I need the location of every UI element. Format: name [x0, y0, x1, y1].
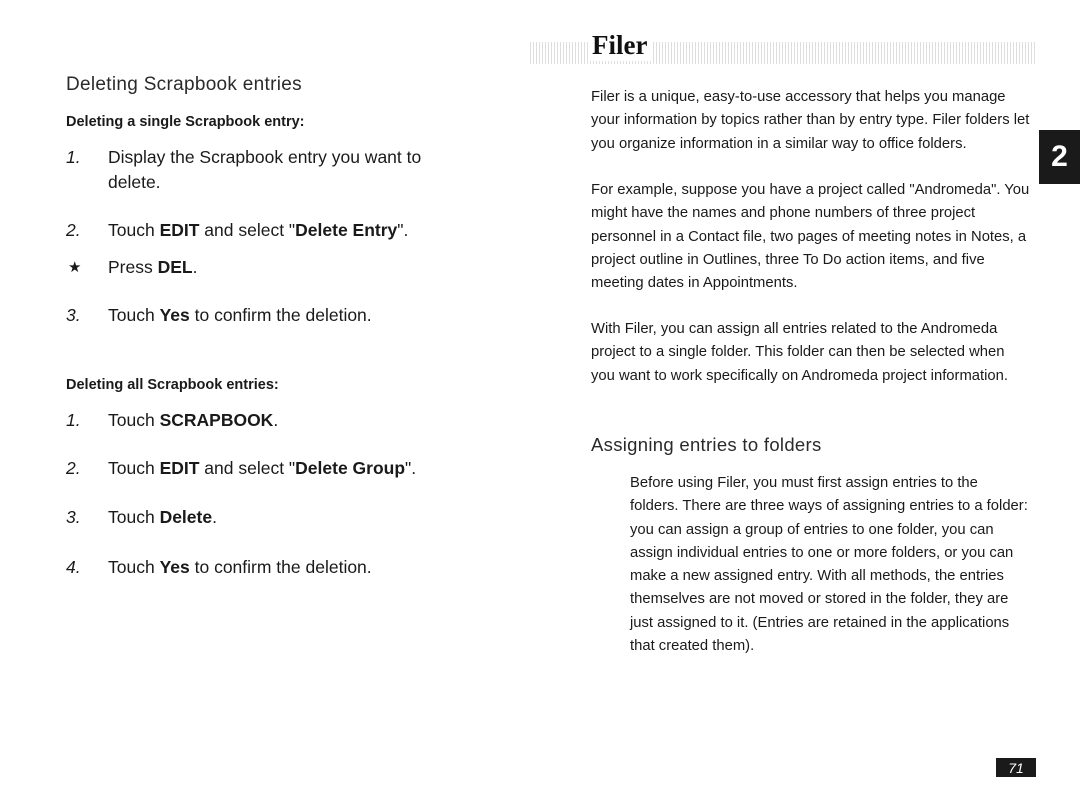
step-text — [108, 505, 478, 530]
chapter-tab: 2 — [1039, 130, 1080, 184]
step-number: 3. — [66, 305, 81, 325]
step-text — [108, 255, 478, 280]
subtitle-all-entries: Deleting all Scrapbook entries: — [66, 377, 279, 393]
step-number: 1. — [66, 147, 81, 167]
step-text — [108, 456, 478, 481]
text: Touch — [108, 220, 160, 240]
all-step-3 — [66, 505, 466, 530]
step-text — [108, 408, 478, 433]
step-number: 3. — [66, 507, 81, 527]
scrapbook-label: SCRAPBOOK — [159, 410, 274, 430]
text: ". — [405, 458, 417, 478]
intro-paragraph: Filer is a unique, easy-to-use accessory that helps you manage your information by topics rather than by entry type. Filer folders let you organize information in a similar way to office folders. — [591, 89, 1030, 152]
page-number: 71 — [996, 758, 1036, 777]
edit-label: EDIT — [159, 458, 200, 478]
single-step-star — [66, 255, 466, 280]
all-step-2 — [66, 456, 466, 481]
section-title-assigning-entries: Assigning entries to folders — [591, 434, 822, 455]
all-step-1 — [66, 408, 466, 433]
section-title-deleting-scrapbook: Deleting Scrapbook entries — [66, 74, 302, 95]
step-number: 1. — [66, 410, 81, 430]
text: to confirm the deletion. — [189, 305, 372, 325]
step-text — [108, 218, 478, 243]
delete-entry-label: Delete Entry — [295, 220, 398, 240]
step-number: 2. — [66, 220, 81, 240]
step-number: 2. — [66, 458, 81, 478]
step-text: Display the Scrapbook entry you want to delete. — [108, 147, 422, 192]
step-text — [108, 303, 478, 328]
single-step-1 — [66, 145, 466, 197]
all-step-4 — [66, 555, 466, 580]
text: Touch — [108, 305, 160, 325]
text: Touch — [108, 507, 160, 527]
with-filer-paragraph: With Filer, you can assign all entries related to the Andromeda project to a single folder. This folder can then be selected when you want to work specifically on Andromeda project information. — [591, 321, 1008, 384]
text: ". — [397, 220, 409, 240]
yes-label: Yes — [159, 557, 190, 577]
text: Touch — [108, 410, 160, 430]
example-paragraph: For example, suppose you have a project called "Andromeda". You might have the names and phone numbers of three project personnel in a Contact file, two pages of meeting notes in Notes, a project outline in Outlines, three To Do action items, and five meeting dates in Appointments. — [591, 182, 1030, 292]
delete-label: Delete — [159, 507, 213, 527]
subtitle-single-entry: Deleting a single Scrapbook entry: — [66, 114, 305, 130]
star-icon: ★ — [68, 259, 82, 276]
text: and select " — [199, 220, 296, 240]
single-step-3 — [66, 303, 466, 328]
page-title: Filer — [588, 30, 651, 61]
assign-paragraph: Before using Filer, you must first assign entries to the folders. There are three ways of assigning entries to a folder: you can assign a group of entries to one folder, you can assign individual entries to one or more folders, or you can make a new assigned entry. With all methods, the entries themselves are not moved or stored in the folder, they are just assigned to it. (Entries are retained in the applications that created them). — [630, 475, 1028, 655]
text: . — [212, 507, 217, 527]
step-text — [108, 555, 478, 580]
text: Touch — [108, 458, 160, 478]
text: Press — [108, 257, 158, 277]
edit-label: EDIT — [159, 220, 200, 240]
single-step-2 — [66, 218, 466, 243]
text: to confirm the deletion. — [189, 557, 372, 577]
text: . — [192, 257, 198, 277]
yes-label: Yes — [159, 305, 190, 325]
text: and select " — [199, 458, 296, 478]
delete-group-label: Delete Group — [295, 458, 406, 478]
text: . — [273, 410, 279, 430]
del-label: DEL — [157, 257, 193, 277]
text: Touch — [108, 557, 160, 577]
step-number: 4. — [66, 557, 81, 577]
